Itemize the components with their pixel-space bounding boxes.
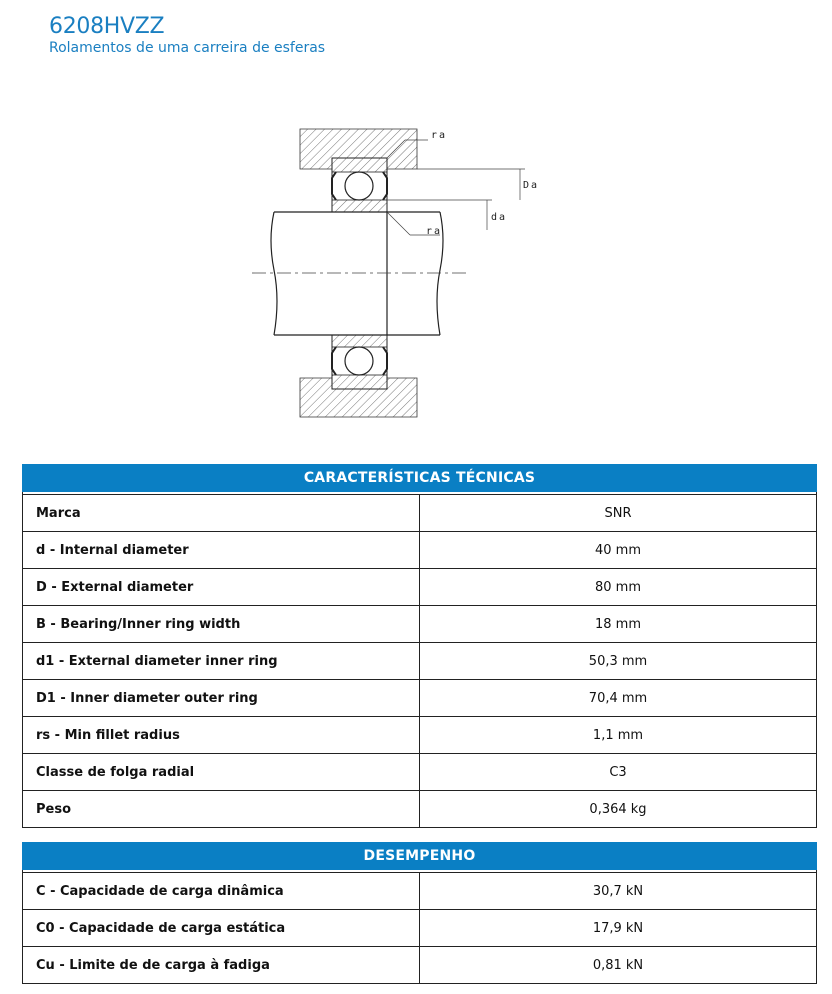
- row-label: d1 - External diameter inner ring: [23, 643, 420, 680]
- label-da: da: [491, 212, 508, 223]
- row-label: B - Bearing/Inner ring width: [23, 606, 420, 643]
- row-label: rs - Min fillet radius: [23, 717, 420, 754]
- product-subtitle: Rolamentos de uma carreira de esferas: [49, 40, 326, 56]
- label-ra-mid: ra: [426, 226, 443, 237]
- performance-table: [22, 842, 817, 984]
- table-row: [23, 754, 817, 791]
- bearing-section-bottom: [332, 335, 387, 389]
- row-value: 18 mm: [420, 606, 817, 643]
- technical-characteristics-table: [22, 464, 817, 828]
- row-value: 80 mm: [420, 569, 817, 606]
- row-label: D1 - Inner diameter outer ring: [23, 680, 420, 717]
- table-row: [23, 873, 817, 910]
- row-value: 17,9 kN: [420, 910, 817, 947]
- table-row: [23, 910, 817, 947]
- row-label: Cu - Limite de de carga à fadiga: [23, 947, 420, 984]
- table-row: [23, 532, 817, 569]
- table-row: [23, 717, 817, 754]
- row-value: C3: [420, 754, 817, 791]
- technical-characteristics-heading: CARACTERÍSTICAS TÉCNICAS: [23, 465, 817, 492]
- shaft-left: [274, 212, 387, 335]
- row-label: Classe de folga radial: [23, 754, 420, 791]
- row-value: 50,3 mm: [420, 643, 817, 680]
- row-label: d - Internal diameter: [23, 532, 420, 569]
- table-row: [23, 606, 817, 643]
- label-Da: Da: [523, 180, 540, 191]
- row-value: 0,364 kg: [420, 791, 817, 828]
- row-label: Marca: [23, 495, 420, 532]
- row-value: 40 mm: [420, 532, 817, 569]
- table-row: [23, 680, 817, 717]
- bearing-section-top: [332, 158, 387, 212]
- row-value: 30,7 kN: [420, 873, 817, 910]
- performance-heading: DESEMPENHO: [23, 843, 817, 870]
- row-label: C0 - Capacidade de carga estática: [23, 910, 420, 947]
- row-value: 1,1 mm: [420, 717, 817, 754]
- table-row: [23, 947, 817, 984]
- table-row: [23, 495, 817, 532]
- row-label: Peso: [23, 791, 420, 828]
- table-row: [23, 643, 817, 680]
- row-value: 0,81 kN: [420, 947, 817, 984]
- row-label: D - External diameter: [23, 569, 420, 606]
- row-label: C - Capacidade de carga dinâmica: [23, 873, 420, 910]
- row-value: SNR: [420, 495, 817, 532]
- label-ra-top: ra: [431, 130, 448, 141]
- table-row: [23, 791, 817, 828]
- row-value: 70,4 mm: [420, 680, 817, 717]
- product-title: 6208HVZZ: [49, 14, 165, 39]
- table-row: [23, 569, 817, 606]
- bearing-technical-drawing: [240, 120, 560, 425]
